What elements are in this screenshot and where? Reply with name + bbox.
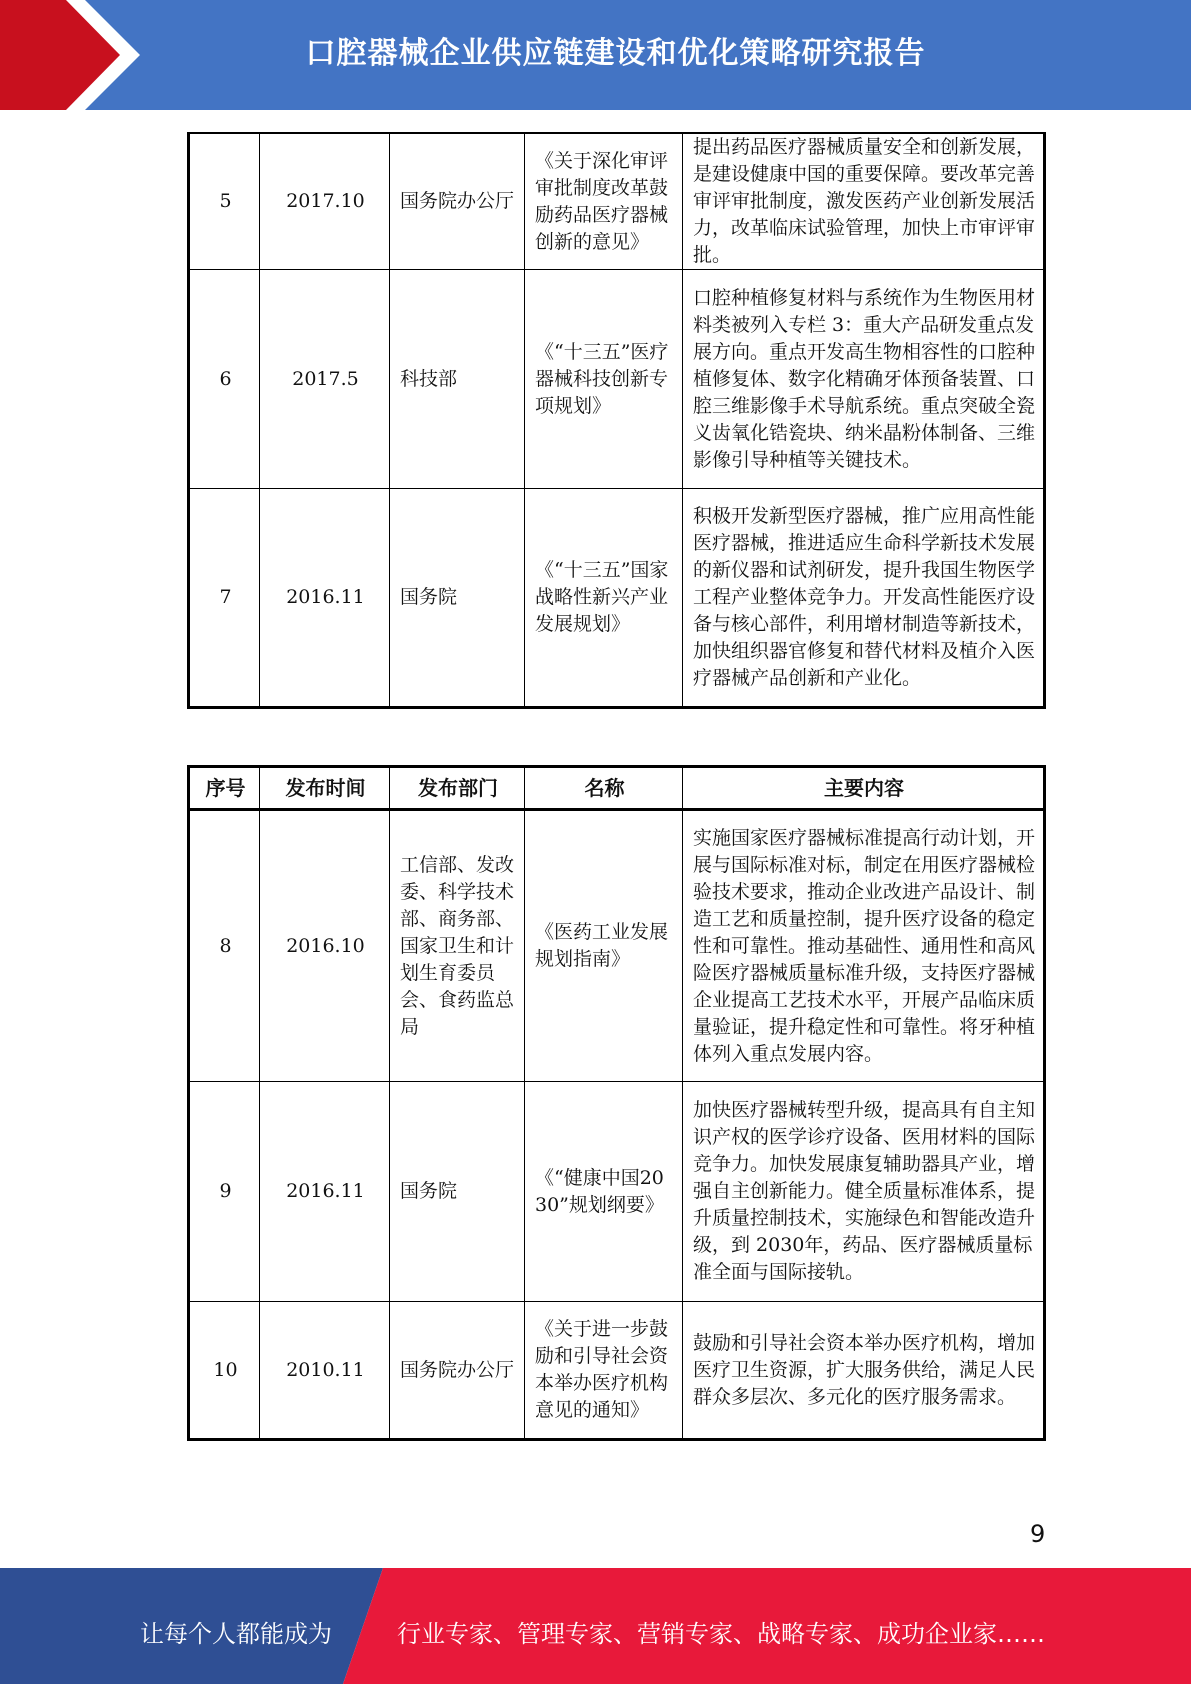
row-number: 5 [189, 133, 260, 270]
policy-content: 口腔种植修复材料与系统作为生物医用材料类被列入专栏 3：重大产品研发重点发展方向。重点开发高生物相容性的口腔种植修复体、数字化精确牙体预备装置、口腔三维影像手术导航系统。重点突破全瓷义齿氧化锆瓷块、纳米晶粉体制备、三维影像引导种植等关键技术。 [683, 270, 1045, 489]
header-date: 发布时间 [260, 767, 390, 810]
header-number: 序号 [189, 767, 260, 810]
release-date: 2016.10 [260, 810, 390, 1082]
policy-name: 《关于进一步鼓励和引导社会资本举办医疗机构意见的通知》 [525, 1302, 683, 1440]
policy-name: 《“十三五”医疗器械科技创新专项规划》 [525, 270, 683, 489]
department: 工信部、发改委、科学技术部、商务部、国家卫生和计划生育委员会、食药监总局 [390, 810, 525, 1082]
policy-content: 实施国家医疗器械标准提高行动计划，开展与国际标准对标，制定在用医疗器械检验技术要求，推动企业改进产品设计、制造工艺和质量控制，提升医疗设备的稳定性和可靠性。推动基础性、通用性和高风险医疗器械质量标准升级，支持医疗器械企业提高工艺技术水平，开展产品临床质量验证，提升稳定性和可靠性。将牙种植体列入重点发展内容。 [683, 810, 1045, 1082]
department: 国务院 [390, 489, 525, 708]
release-date: 2017.10 [260, 133, 390, 270]
report-title: 口腔器械企业供应链建设和优化策略研究报告 [305, 36, 926, 71]
table-row [189, 270, 1045, 489]
header-content: 主要内容 [683, 767, 1045, 810]
policy-content: 积极开发新型医疗器械，推广应用高性能医疗器械，推进适应生命科学新技术发展的新仪器和试剂研发，提升我国生物医学工程产业整体竞争力。开发高性能医疗设备与核心部件，利用增材制造等新技术，加快组织器官修复和替代材料及植介入医疗器械产品创新和产业化。 [683, 489, 1045, 708]
table-header-row [189, 767, 1045, 810]
release-date: 2016.11 [260, 489, 390, 708]
footer-slogan-right: 行业专家、管理专家、营销专家、战略专家、成功企业家…… [397, 1620, 1045, 1648]
row-number: 10 [189, 1302, 260, 1440]
policy-name: 《关于深化审评审批制度改革鼓励药品医疗器械创新的意见》 [525, 133, 683, 270]
release-date: 2010.11 [260, 1302, 390, 1440]
department: 国务院办公厅 [390, 1302, 525, 1440]
policy-table [187, 765, 1046, 1441]
page-number: 9 [1030, 1520, 1046, 1548]
table-row [189, 1082, 1045, 1302]
header-department: 发布部门 [390, 767, 525, 810]
release-date: 2017.5 [260, 270, 390, 489]
table-row [189, 489, 1045, 708]
policy-table-continued [187, 132, 1046, 709]
row-number: 9 [189, 1082, 260, 1302]
policy-name: 《“十三五”国家战略性新兴产业发展规划》 [525, 489, 683, 708]
header-name: 名称 [525, 767, 683, 810]
policy-content: 加快医疗器械转型升级，提高具有自主知识产权的医学诊疗设备、医用材料的国际竞争力。加快发展康复辅助器具产业，增强自主创新能力。健全质量标准体系，提升质量控制技术，实施绿色和智能改造升级，到 2030年，药品、医疗器械质量标准全面与国际接轨。 [683, 1082, 1045, 1302]
footer-slogan-left: 让每个人都能成为 [140, 1620, 332, 1648]
table-row [189, 133, 1045, 270]
policy-name: 《医药工业发展规划指南》 [525, 810, 683, 1082]
policy-name: 《“健康中国2030”规划纲要》 [525, 1082, 683, 1302]
header-bar [0, 0, 1191, 110]
department: 国务院办公厅 [390, 133, 525, 270]
department: 国务院 [390, 1082, 525, 1302]
table-row [189, 1302, 1045, 1440]
row-number: 6 [189, 270, 260, 489]
policy-content: 提出药品医疗器械质量安全和创新发展，是建设健康中国的重要保障。要改革完善审评审批制度，激发医药产业创新发展活力，改革临床试验管理，加快上市审评审批。 [683, 133, 1045, 270]
release-date: 2016.11 [260, 1082, 390, 1302]
row-number: 8 [189, 810, 260, 1082]
row-number: 7 [189, 489, 260, 708]
table-row [189, 810, 1045, 1082]
department: 科技部 [390, 270, 525, 489]
policy-content: 鼓励和引导社会资本举办医疗机构，增加医疗卫生资源，扩大服务供给，满足人民群众多层次、多元化的医疗服务需求。 [683, 1302, 1045, 1440]
